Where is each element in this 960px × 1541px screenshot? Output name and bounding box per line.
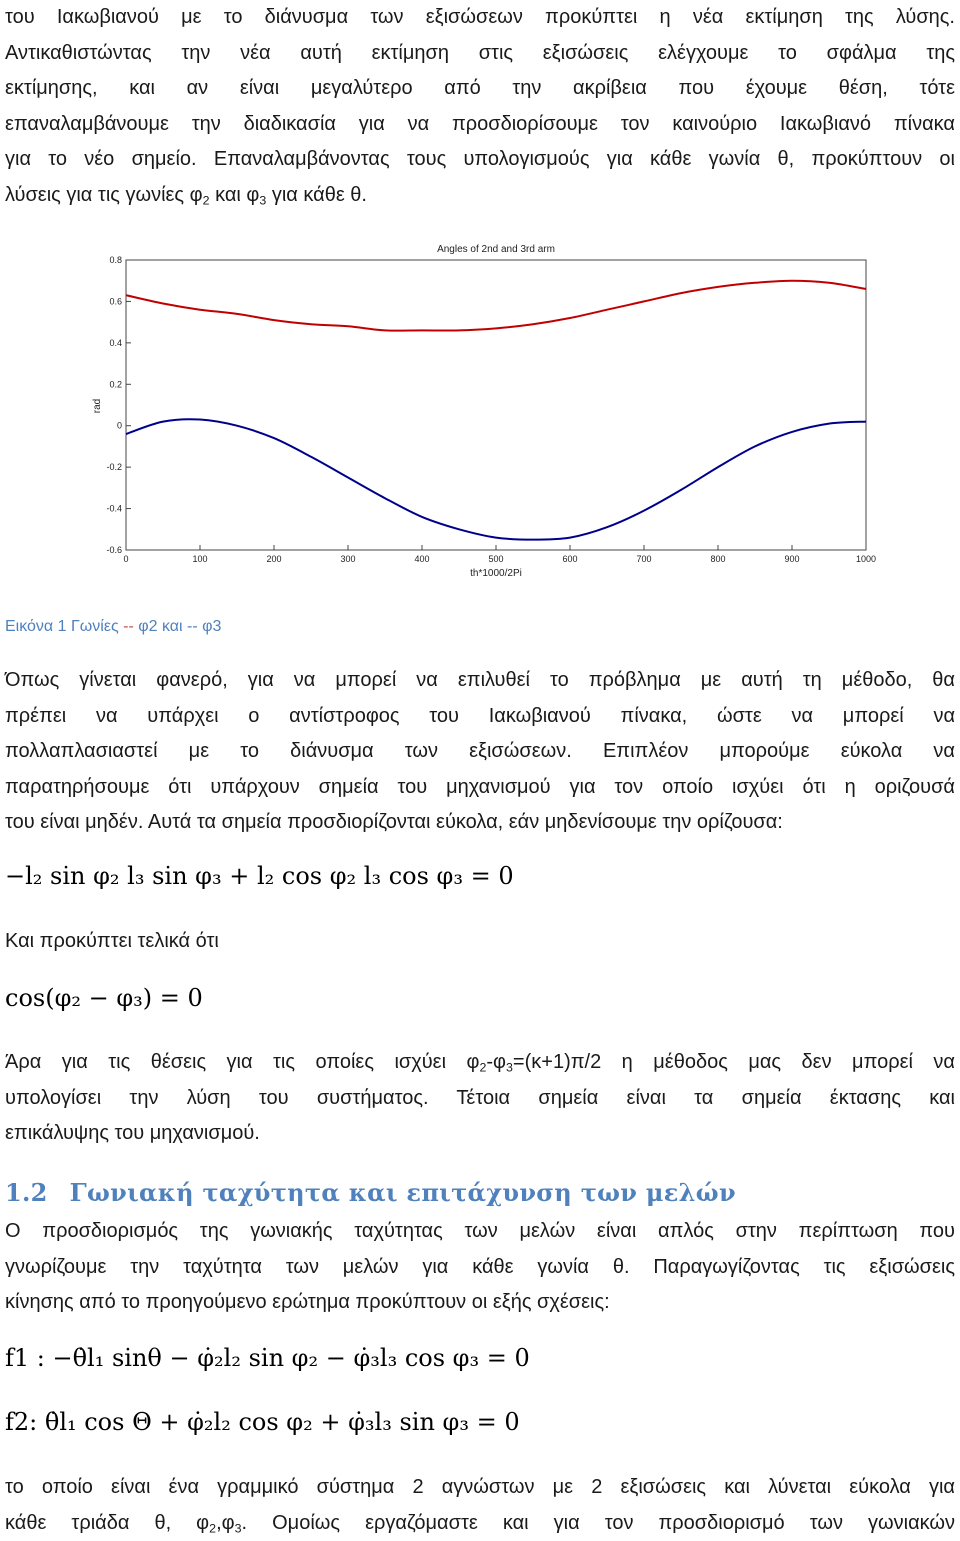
text-fragment: Άρα για τις θέσεις για τις οποίες ισχύει φ bbox=[5, 1051, 479, 1073]
linear-system-paragraph bbox=[5, 1470, 955, 1541]
y-tick-label: 0.4 bbox=[109, 338, 122, 348]
section-title: Γωνιακή ταχύτητα και επιτάχυνση των μελών bbox=[70, 1178, 736, 1207]
chart-svg bbox=[90, 236, 890, 580]
x-tick-label: 500 bbox=[488, 554, 503, 564]
text-line bbox=[5, 1045, 955, 1081]
x-tick-label: 900 bbox=[784, 554, 799, 564]
x-axis-label: th*1000/2Pi bbox=[470, 568, 522, 579]
text-line: πρέπει να υπάρχει ο αντίστροφος του Ιακωβιανού πίνακα, ώστε να μπορεί να bbox=[5, 699, 955, 735]
x-tick-label: 200 bbox=[266, 554, 281, 564]
x-tick-label: 100 bbox=[192, 554, 207, 564]
text-line: υπολογίσει την λύση του συστήματος. Τέτοια σημεία είναι τα σημεία έκτασης και bbox=[5, 1081, 955, 1117]
x-tick-label: 0 bbox=[123, 554, 128, 564]
subscript: 2 bbox=[203, 193, 210, 207]
x-tick-label: 1000 bbox=[856, 554, 876, 564]
text-line: γνωρίζουμε την ταχύτητα των μελών για κάθε γωνία θ. Παραγωγίζοντας τις εξισώσεις bbox=[5, 1250, 955, 1286]
subscript: 2 bbox=[479, 1061, 486, 1075]
velocity-paragraph bbox=[5, 1214, 955, 1321]
text-fragment: -φ bbox=[486, 1051, 506, 1073]
text-line: Όπως γίνεται φανερό, για να μπορεί να επιλυθεί το πρόβλημα με αυτή τη μέθοδο, θα bbox=[5, 663, 955, 699]
text-fragment: κάθε τριάδα θ, φ bbox=[5, 1512, 209, 1534]
caption-prefix: Εικόνα 1 Γωνίες bbox=[5, 618, 123, 635]
text-line: πολλαπλασιαστεί με το διάνυσμα των εξισώσεων. Επιπλέον μπορούμε εύκολα να bbox=[5, 734, 955, 770]
text-line: το οποίο είναι ένα γραμμικό σύστημα 2 αγνώστων με 2 εξισώσεις και λύνεται εύκολα για bbox=[5, 1470, 955, 1506]
result-intro bbox=[5, 924, 955, 960]
y-tick-label: -0.6 bbox=[106, 545, 122, 555]
section-number: 1.2 bbox=[5, 1178, 48, 1207]
section-heading bbox=[5, 1178, 736, 1207]
determinant-paragraph bbox=[5, 663, 955, 841]
text-line: Αντικαθιστώντας την νέα αυτή εκτίμηση στις εξισώσεις ελέγχουμε το σφάλμα της bbox=[5, 36, 955, 72]
subscript: 3 bbox=[259, 193, 266, 207]
y-tick-label: 0.6 bbox=[109, 296, 122, 306]
text-line: κίνησης από το προηγούμενο ερώτημα προκύπτουν οι εξής σχέσεις: bbox=[5, 1285, 955, 1321]
text-fragment: . Ομοίως εργαζόμαστε και για τον προσδιορισμό των γωνιακών bbox=[242, 1512, 956, 1534]
text-fragment: και φ bbox=[210, 184, 260, 206]
text-fragment: λύσεις για τις γωνίες φ bbox=[5, 184, 203, 206]
caption-red-dash: -- bbox=[123, 618, 134, 635]
text-line: του Ιακωβιανού με το διάνυσμα των εξισώσεων προκύπτει η νέα εκτίμηση της λύσης. bbox=[5, 0, 955, 36]
subscript: 3 bbox=[506, 1061, 513, 1075]
text-line: παρατηρήσουμε ότι υπάρχουν σημεία του μηχανισμού για τον οποίο ισχύει ότι η οριζουσά bbox=[5, 770, 955, 806]
caption-rest: φ2 και -- φ3 bbox=[134, 618, 222, 635]
y-axis-label: rad bbox=[92, 399, 103, 413]
text-line: για το νέο σημείο. Επαναλαμβάνοντας τους υπολογισμούς για κάθε γωνία θ, προκύπτουν οι bbox=[5, 142, 955, 178]
text-line: εκτίμησης, και αν είναι μεγαλύτερο από την ακρίβεια που έχουμε θέση, τότε bbox=[5, 71, 955, 107]
text-line: Ο προσδιορισμός της γωνιακής ταχύτητας των μελών είναι απλός στην περίπτωση που bbox=[5, 1214, 955, 1250]
y-tick-label: 0.2 bbox=[109, 379, 122, 389]
determinant-equation: −l₂ sin φ₂ l₃ sin φ₃ + l₂ cos φ₂ l₃ cos φ₃ = 0 bbox=[5, 862, 514, 890]
cos-equation: cos(φ₂ − φ₃) = 0 bbox=[5, 984, 203, 1012]
subscript: 2 bbox=[209, 1521, 216, 1535]
intro-paragraph bbox=[5, 0, 955, 213]
singularity-paragraph bbox=[5, 1045, 955, 1152]
f2-equation: f2: θ̇l₁ cos Θ + φ̇₂l₂ cos φ₂ + φ̇₃l₃ sin φ₃ = 0 bbox=[5, 1408, 520, 1436]
x-tick-label: 600 bbox=[562, 554, 577, 564]
text-line: επικάλυψης του μηχανισμού. bbox=[5, 1116, 955, 1152]
figure-caption bbox=[5, 618, 221, 636]
text-fragment: =(κ+1)π/2 η μέθοδος μας δεν μπορεί να bbox=[513, 1051, 955, 1073]
plot-frame bbox=[126, 260, 866, 550]
f1-equation: f1 : −θ̇l₁ sinθ − φ̇₂l₂ sin φ₂ − φ̇₃l₃ cos φ₃ = 0 bbox=[5, 1344, 530, 1372]
angles-chart bbox=[90, 236, 890, 580]
x-tick-label: 300 bbox=[340, 554, 355, 564]
text-line: επαναλαμβάνουμε την διαδικασία για να προσδιορίσουμε τον καινούριο Ιακωβιανό πίνακα bbox=[5, 107, 955, 143]
chart-title: Angles of 2nd and 3rd arm bbox=[437, 244, 555, 255]
y-tick-label: -0.4 bbox=[106, 504, 122, 514]
x-tick-label: 800 bbox=[710, 554, 725, 564]
subscript: 3 bbox=[235, 1521, 242, 1535]
y-tick-label: 0.8 bbox=[109, 255, 122, 265]
text-line bbox=[5, 1506, 955, 1541]
x-tick-label: 700 bbox=[636, 554, 651, 564]
text-fragment: για κάθε θ. bbox=[266, 184, 367, 206]
y-tick-label: 0 bbox=[117, 421, 122, 431]
text-fragment: ,φ bbox=[216, 1512, 235, 1534]
y-tick-label: -0.2 bbox=[106, 462, 122, 472]
text-line bbox=[5, 178, 955, 214]
x-tick-label: 400 bbox=[414, 554, 429, 564]
text-line: Και προκύπτει τελικά ότι bbox=[5, 924, 955, 960]
text-line: του είναι μηδέν. Αυτά τα σημεία προσδιορίζονται εύκολα, εάν μηδενίσουμε την ορίζουσα: bbox=[5, 805, 955, 841]
